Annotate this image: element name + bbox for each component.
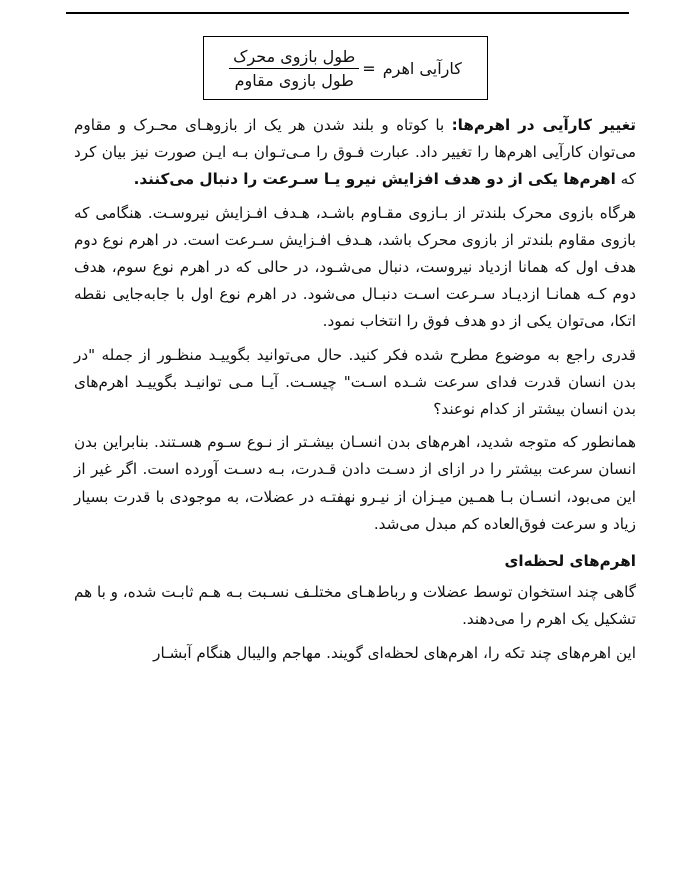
formula-box: [203, 36, 488, 100]
top-rule: [66, 12, 629, 14]
formula-numerator: طول بازوی محرک: [229, 47, 359, 69]
paragraph-instant-levers: گاهی چند استخوان توسط عضلات و رباط‌هـای مختلـف نسـبت بـه هـم ثابـت شده، و با هم تشکیل یک اهرم را می‌دهند.: [74, 583, 636, 629]
formula-fraction: [229, 47, 359, 90]
paragraph-bold-lead: تغییر کارآیی در اهرم‌ها:: [451, 116, 636, 134]
paragraph-text: با کوتاه و بلند شدن هر یک از بازوهـای محـرک و مقاوم می‌توان کارآیی اهرم‌ها را تغییر داد. عبارت فـوق را مـی‌تـوان بـه ایـن صورت نیز بیان کرد که: [74, 116, 636, 189]
paragraph-bold-statement: اهرم‌ها یکی از دو هدف افزایش نیرو یـا سـرعت را دنبال می‌کنند.: [133, 170, 616, 189]
document-body: [74, 112, 636, 667]
formula-denominator: طول بازوی مقاوم: [234, 70, 354, 90]
section-heading: اهرم‌های لحظه‌ای: [504, 552, 636, 571]
paragraph-lever-efficiency: [74, 112, 636, 194]
formula-equals-sign: =: [362, 58, 376, 78]
paragraph-answer: همانطور که متوجه شدید، اهرم‌های بدن انسـان بیشـتر از نـوع سـوم هسـتند. بنابراین بدن انسان سرعت بیشتر را در ازای از دسـت دادن قـدرت، بـه دسـت آورده است. اگر غیر از این می‌بود، انسـان بـا همـین میـزان از نیـرو نهفتـه در عضلات، به موجودی با قدرت بسیار زیاد و سرعت فوق‌العاده کم مبدل می‌شد.: [74, 433, 636, 533]
paragraph-volleyball: این اهرم‌های چند تکه را، اهرم‌های لحظه‌ای گویند. مهاجم والیبال هنگام آبشـار: [153, 643, 636, 662]
paragraph-question: قدری راجع به موضوع مطرح شده فکر کنید. حال می‌توانید بگوییـد منظـور از جمله "در بدن انسان قدرت فدای سرعت شـده اسـت" چیسـت. آیـا مـی توانیـد بگوییـد اهرم‌های بدن انسان بیشتر از کدام نوعند؟: [74, 345, 636, 419]
formula-lhs: کارآیی اهرم: [382, 58, 462, 78]
paragraph-force-speed: هرگاه بازوی محرک بلندتر از بـازوی مقـاوم باشـد، هـدف افـزایش نیروسـت. هنگامی که بازوی مقاوم بلندتر از بازوی محرک باشد، هـدف افـزایش سـرعت است. در اهرم نوع دوم هدف اول که همانا ازدیاد نیروست، دنبال می‌شـود، در حالی که در اهرم نوع سوم، هدف دوم کـه همانـا ازدیـاد سـرعت اسـت دنبـال می‌شود. در اهرم نوع اول با جابه‌جایی نقطه اتکا، می‌توان یکی از دو هدف فوق را انتخاب نمود.: [74, 203, 636, 331]
